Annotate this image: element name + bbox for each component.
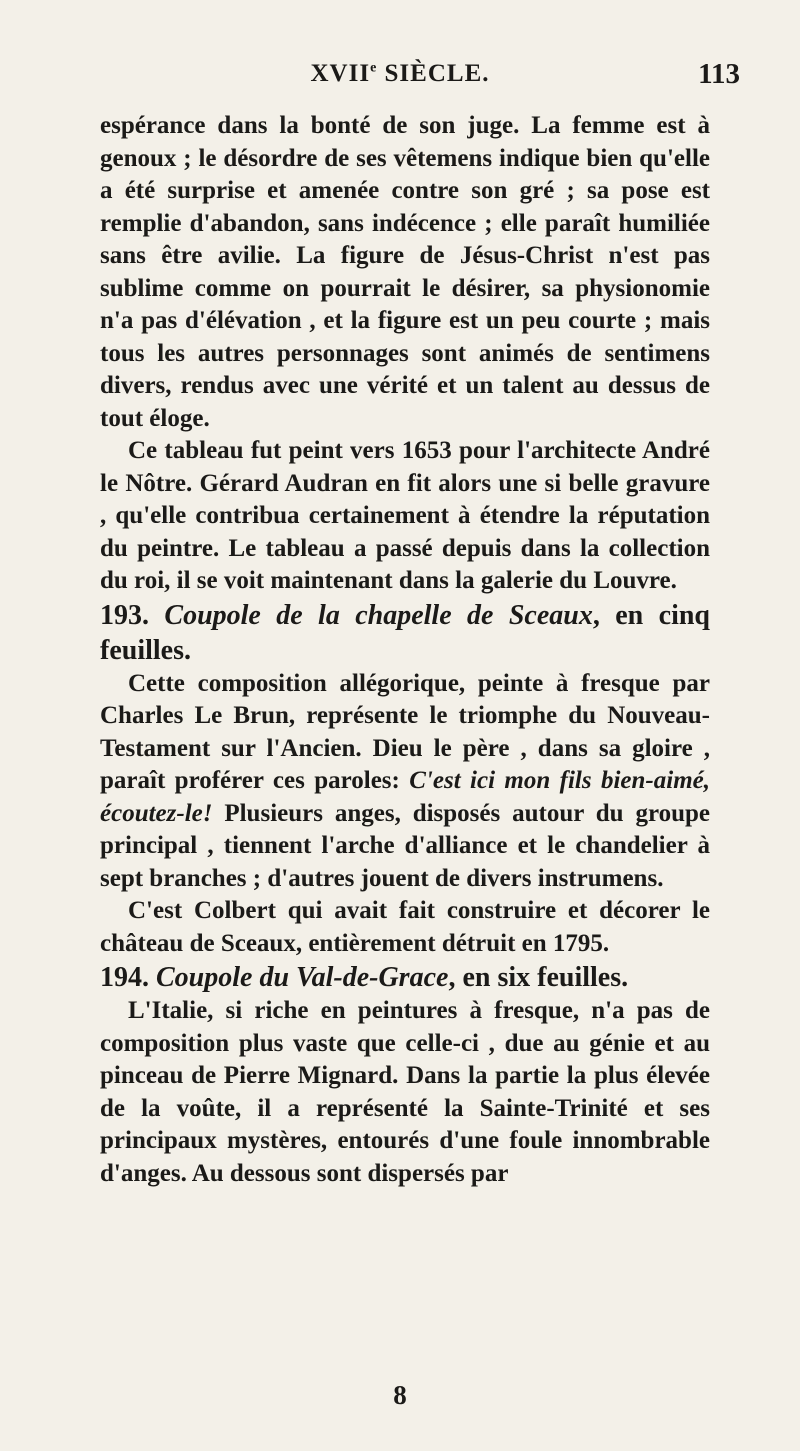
running-head-century: XVII xyxy=(310,60,371,87)
entry-heading-194 xyxy=(100,960,710,995)
running-head-label: SIÈCLE. xyxy=(377,60,490,87)
paragraph-sceaux-description xyxy=(100,668,710,896)
body-text xyxy=(100,110,710,1190)
paragraph-continued: espérance dans la bonté de son juge. La femme est à genoux ; le désordre de ses vêtemens indique bien qu'elle a été surprise et amenée contre son gré ; sa pose est remplie d'abandon, sans indécence ; elle paraît humiliée sans être avilie. La figure de Jésus-Christ n'est pas sublime comme on pourrait le désirer, sa physionomie n'a pas d'élévation , et la figure est un peu courte ; mais tous les autres personnages sont animés de sentimens divers, rendus avec une vérité et un talent au dessus de tout éloge. xyxy=(100,112,710,432)
running-head xyxy=(0,58,800,98)
paragraph-text: Plusieurs anges, disposés autour du groupe principal , tiennent l'arche d'alliance et le chandelier à sept branches ; d'autres jouent de divers instrumens. xyxy=(100,799,710,892)
entry-title: Coupole de la chapelle de Sceaux xyxy=(164,599,593,631)
running-head-title xyxy=(0,60,800,88)
quotation: C'est ici mon fils bien-aimé, écoutez-le! xyxy=(100,767,710,827)
entry-format: , en cinq feuilles. xyxy=(100,599,710,666)
entry-number: 194. xyxy=(100,962,149,993)
paragraph-tableau-history: Ce tableau fut peint vers 1653 pour l'architecte André le Nôtre. Gérard Audran en fit alors une si belle gravure , qu'elle contribua certainement à étendre la réputation du peintre. Le tableau a passé depuis dans la collection du roi, il se voit maintenant dans la galerie du Louvre. xyxy=(100,437,710,594)
paragraph-text: Cette composition allégorique, peinte à fresque par Charles Le Brun, représente le triomphe du Nouveau-Testament sur l'Ancien. Dieu le père , dans sa gloire , paraît proférer ces paroles: xyxy=(100,669,710,794)
entry-title: Coupole du Val-de-Grace xyxy=(156,962,449,993)
signature-mark: 8 xyxy=(393,1380,407,1410)
running-head-superscript: e xyxy=(370,60,378,76)
entry-format: , en six feuilles. xyxy=(448,962,629,993)
entry-heading-193 xyxy=(100,598,710,668)
paragraph-val-de-grace: L'Italie, si riche en peintures à fresque, n'a pas de composition plus vaste que celle-ci , due au génie et au pinceau de Pierre Mignard. Dans la partie la plus élevée de la voûte, il a représenté la Sainte-Trinité et ses principaux mystères, entourés d'une foule innombrable d'anges. Au dessous sont dispersés par xyxy=(100,997,710,1187)
entry-number: 193. xyxy=(100,599,149,631)
paragraph-colbert: C'est Colbert qui avait fait construire et décorer le château de Sceaux, entièrement détruit en 1795. xyxy=(100,897,710,957)
page-number: 113 xyxy=(698,58,740,90)
